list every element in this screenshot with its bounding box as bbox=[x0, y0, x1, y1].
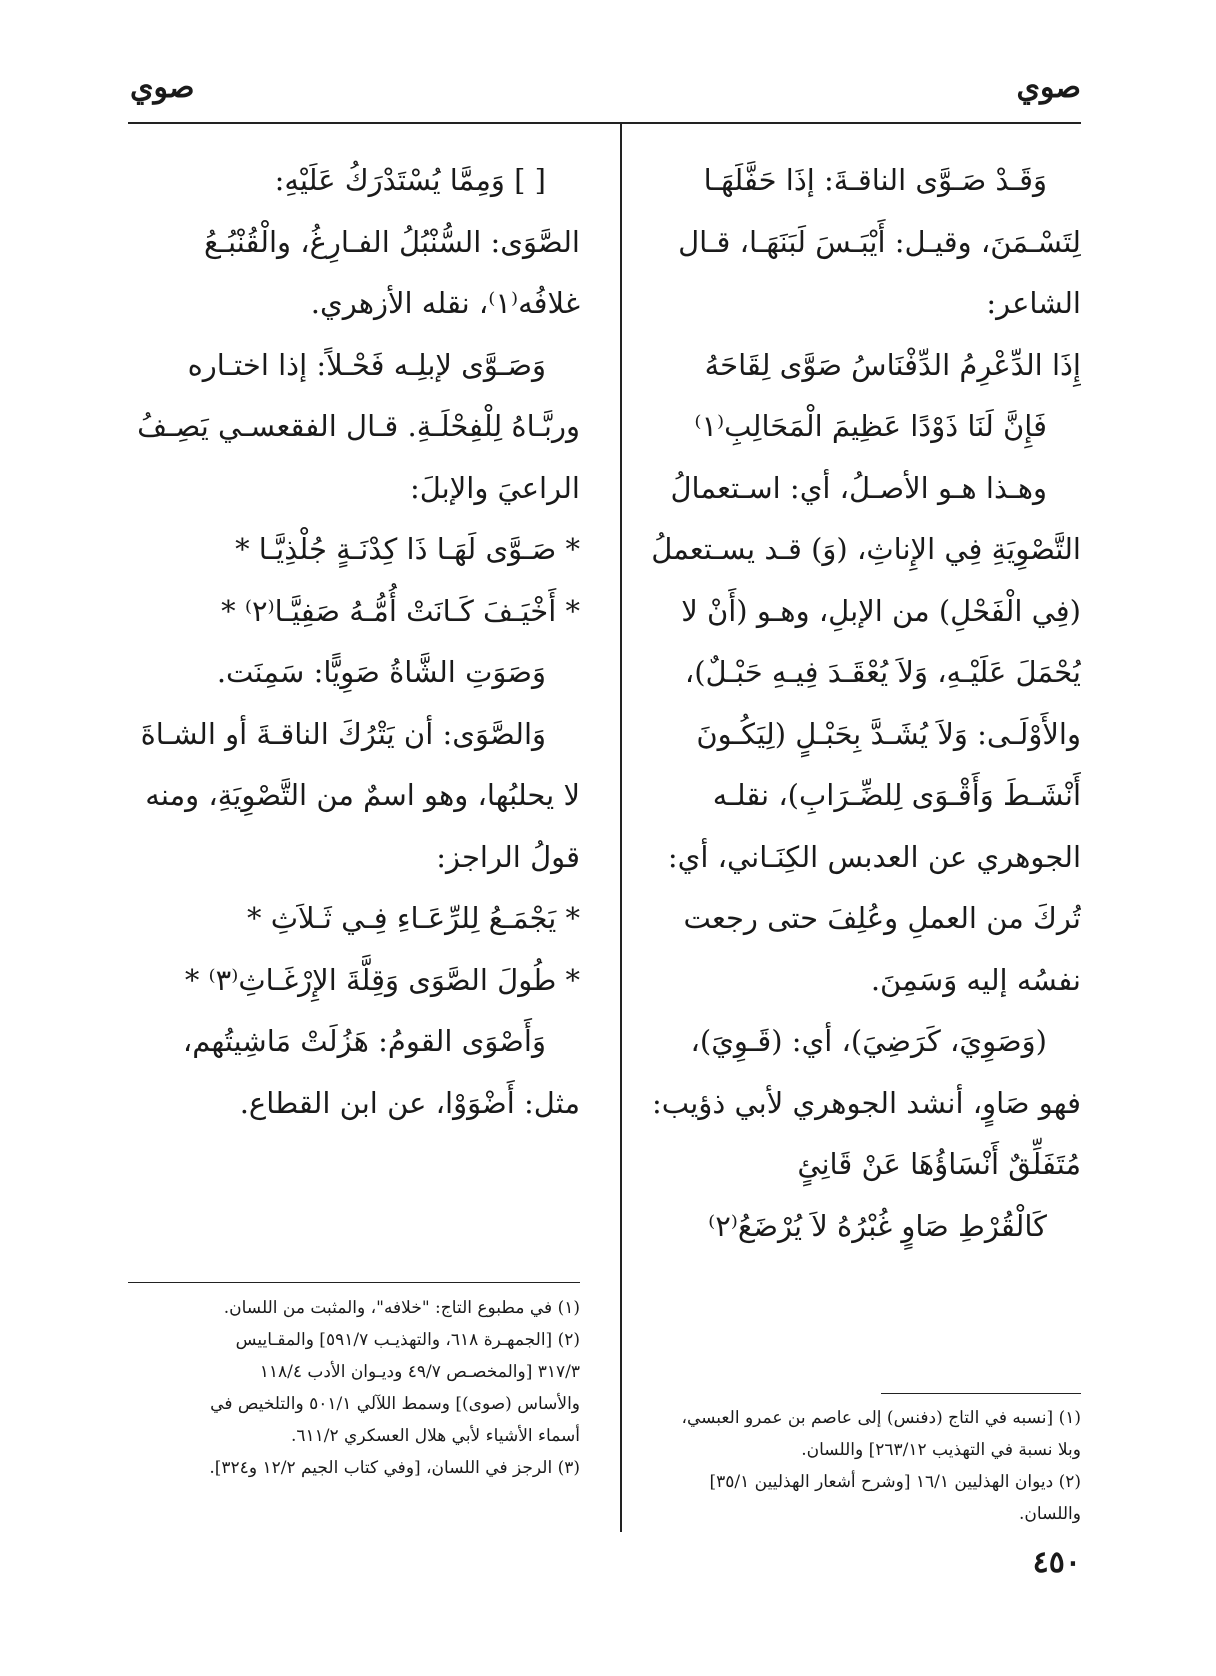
verse-line: * أَخْيَـفَ كَـانَتْ أُمُّـهُ صَفِيَّـا⁽٢⁾ * bbox=[221, 593, 580, 628]
verse-line: إِذَا الدِّعْرِمُ الدِّفْنَاسُ صَوَّى لِقَاحَهُ bbox=[704, 347, 1081, 382]
text-line: والأَوْلَـى: وَلاَ يُشَـدَّ بِحَبْـلٍ (لِيَكُـونَ bbox=[696, 716, 1081, 751]
text-line: التَّصْوِيَةِ فِي الإِناثِ، (وَ) قـد يسـتعملُ bbox=[651, 532, 1081, 566]
text-line: وَصَوَتِ الشَّاةُ صَوِيًّا: سَمِنَت. bbox=[216, 655, 546, 689]
text-line: وهـذا هـو الأصـلُ، أي: اسـتعمالُ bbox=[670, 470, 1047, 505]
footnote-line: (١) [نسبه في التاج (دفنس) إلى عاصم بن عمرو العبسي، bbox=[681, 1408, 1081, 1428]
text-line: لِتَسْـمَنَ، وقيـل: أَيْبَـسَ لَبَنَهَـا، قـال bbox=[678, 224, 1081, 259]
text-line: يُحْمَلَ عَلَيْـهِ، وَلاَ يُعْقَـدَ فِيـهِ حَبْـلٌ)، bbox=[684, 655, 1081, 689]
verse-line: * صَـوَّى لَهَـا ذَا كِدْنَـةٍ جُلْذِيَّـا * bbox=[235, 532, 580, 566]
footnote-rule-left bbox=[128, 1282, 580, 1283]
verse-line: * يَجْمَـعُ لِلرِّعَـاءِ فِـي ثَـلاَثِ * bbox=[247, 901, 580, 935]
footnote-line: (٢) ديوان الهذليين ١٦/١ [وشرح أشعار الهذليين ٣٥/١] bbox=[709, 1472, 1081, 1492]
text-line: الشاعر: bbox=[986, 286, 1081, 320]
text-line: (وَصَوِيَ، كَرَضِيَ)، أي: (قَـوِيَ)، bbox=[690, 1024, 1047, 1058]
text-line: قولُ الراجز: bbox=[436, 839, 580, 874]
text-line: (فِي الْفَحْلِ) من الإبلِ، وهـو (أَنْ لا bbox=[681, 593, 1081, 628]
footnote-line: (٢) [الجمهـرة ٦١٨، والتهذيـب ٥٩١/٧] والمقـاييس bbox=[235, 1330, 580, 1350]
footnote-line: واللسان. bbox=[1019, 1504, 1081, 1524]
footnote-line: أسماء الأشياء لأبي هلال العسكري ٦١١/٢. bbox=[290, 1426, 580, 1446]
text-line: [ ] وَمِمَّا يُسْتَدْرَكُ عَلَيْهِ: bbox=[274, 163, 546, 197]
footnote-line: ٣١٧/٣ [والمخصـص ٤٩/٧ وديـوان الأدب ١١٨/٤ bbox=[259, 1362, 580, 1382]
running-head-left: صوي bbox=[130, 70, 195, 105]
text-line: غلافُه⁽١⁾، نقله الأزهري. bbox=[310, 286, 580, 320]
text-line: وَأَصْوَى القومُ: هَزُلَتْ مَاشِيتُهم، bbox=[182, 1024, 546, 1058]
verse-line: مُتَفَلِّقٌ أَنْسَاؤُهَا عَنْ قَانِئٍ bbox=[797, 1147, 1081, 1181]
text-line: تُركَ من العملِ وعُلِفَ حتى رجعت bbox=[683, 901, 1081, 935]
text-line: مثل: أَضْوَوْا، عن ابن القطاع. bbox=[239, 1085, 580, 1120]
column-divider bbox=[620, 122, 622, 1532]
footnotes-right bbox=[629, 1402, 1081, 1530]
text-line: الراعيَ والإبلَ: bbox=[409, 470, 580, 505]
verse-line: * طُولَ الصَّوَى وَقِلَّةَ الإِرْغَـاثِ⁽٣⁾ * bbox=[184, 962, 580, 997]
right-column bbox=[631, 150, 1081, 1257]
text-line: وَقَـدْ صَـوَّى الناقـةَ: إذَا حَفَّلَهَـا bbox=[703, 163, 1047, 197]
verse-line: كَالْقُرْطِ صَاوٍ غُبْرُهُ لاَ يُرْضَعُ⁽٢⁾ bbox=[708, 1208, 1047, 1243]
text-line: فهو صَاوٍ، أنشد الجوهري لأبي ذؤيب: bbox=[652, 1085, 1081, 1120]
page-number: ٤٥٠ bbox=[1032, 1545, 1081, 1580]
footnote-line: (٣) الرجز في اللسان، [وفي كتاب الجيم ١٢/٢ و٣٢٤]. bbox=[209, 1458, 580, 1478]
footnote-line: والأساس (صوى)] وسمط اللآلي ٥٠١/١ والتلخيص في bbox=[210, 1394, 580, 1414]
verse-line: فَإِنَّ لَنَا ذَوْدًا عَظِيمَ الْمَحَالِبِ⁽١⁾ bbox=[694, 409, 1047, 443]
header-rule bbox=[128, 122, 1081, 124]
footnote-rule-right bbox=[881, 1393, 1081, 1394]
left-column bbox=[128, 150, 580, 1134]
running-head-right: صوي bbox=[1016, 70, 1081, 105]
footnote-line: وبلا نسبة في التهذيب ٢٦٣/١٢] واللسان. bbox=[801, 1440, 1081, 1460]
text-line: الجوهري عن العدبس الكِنَـاني، أي: bbox=[667, 839, 1081, 874]
text-line: الصَّوَى: السُّنْبُلُ الفـارِغُ، والْقُنْبُـعُ bbox=[204, 224, 580, 259]
footnotes-left bbox=[128, 1292, 580, 1484]
text-line: لا يحلبُها، وهو اسمٌ من التَّصْوِيَةِ، ومنه bbox=[145, 778, 580, 812]
footnote-line: (١) في مطبوع التاج: "خلافه"، والمثبت من اللسان. bbox=[223, 1298, 580, 1318]
text-line: وربَّـاهُ لِلْفِحْلَـةِ. قـال الفقعسـي يَصِـفُ bbox=[137, 409, 580, 443]
text-line: نفسُه إليه وَسَمِنَ. bbox=[870, 962, 1081, 997]
text-line: وَصَـوَّى لإبلِـه فَحْـلاً: إذا اختـاره bbox=[187, 347, 546, 382]
text-line: أَنْشَـطَ وَأَقْـوَى لِلضِّـرَابِ)، نقلـه bbox=[712, 778, 1081, 812]
text-line: وَالصَّوَى: أن يَتْرُكَ الناقـةَ أو الشـاةَ bbox=[140, 716, 546, 751]
